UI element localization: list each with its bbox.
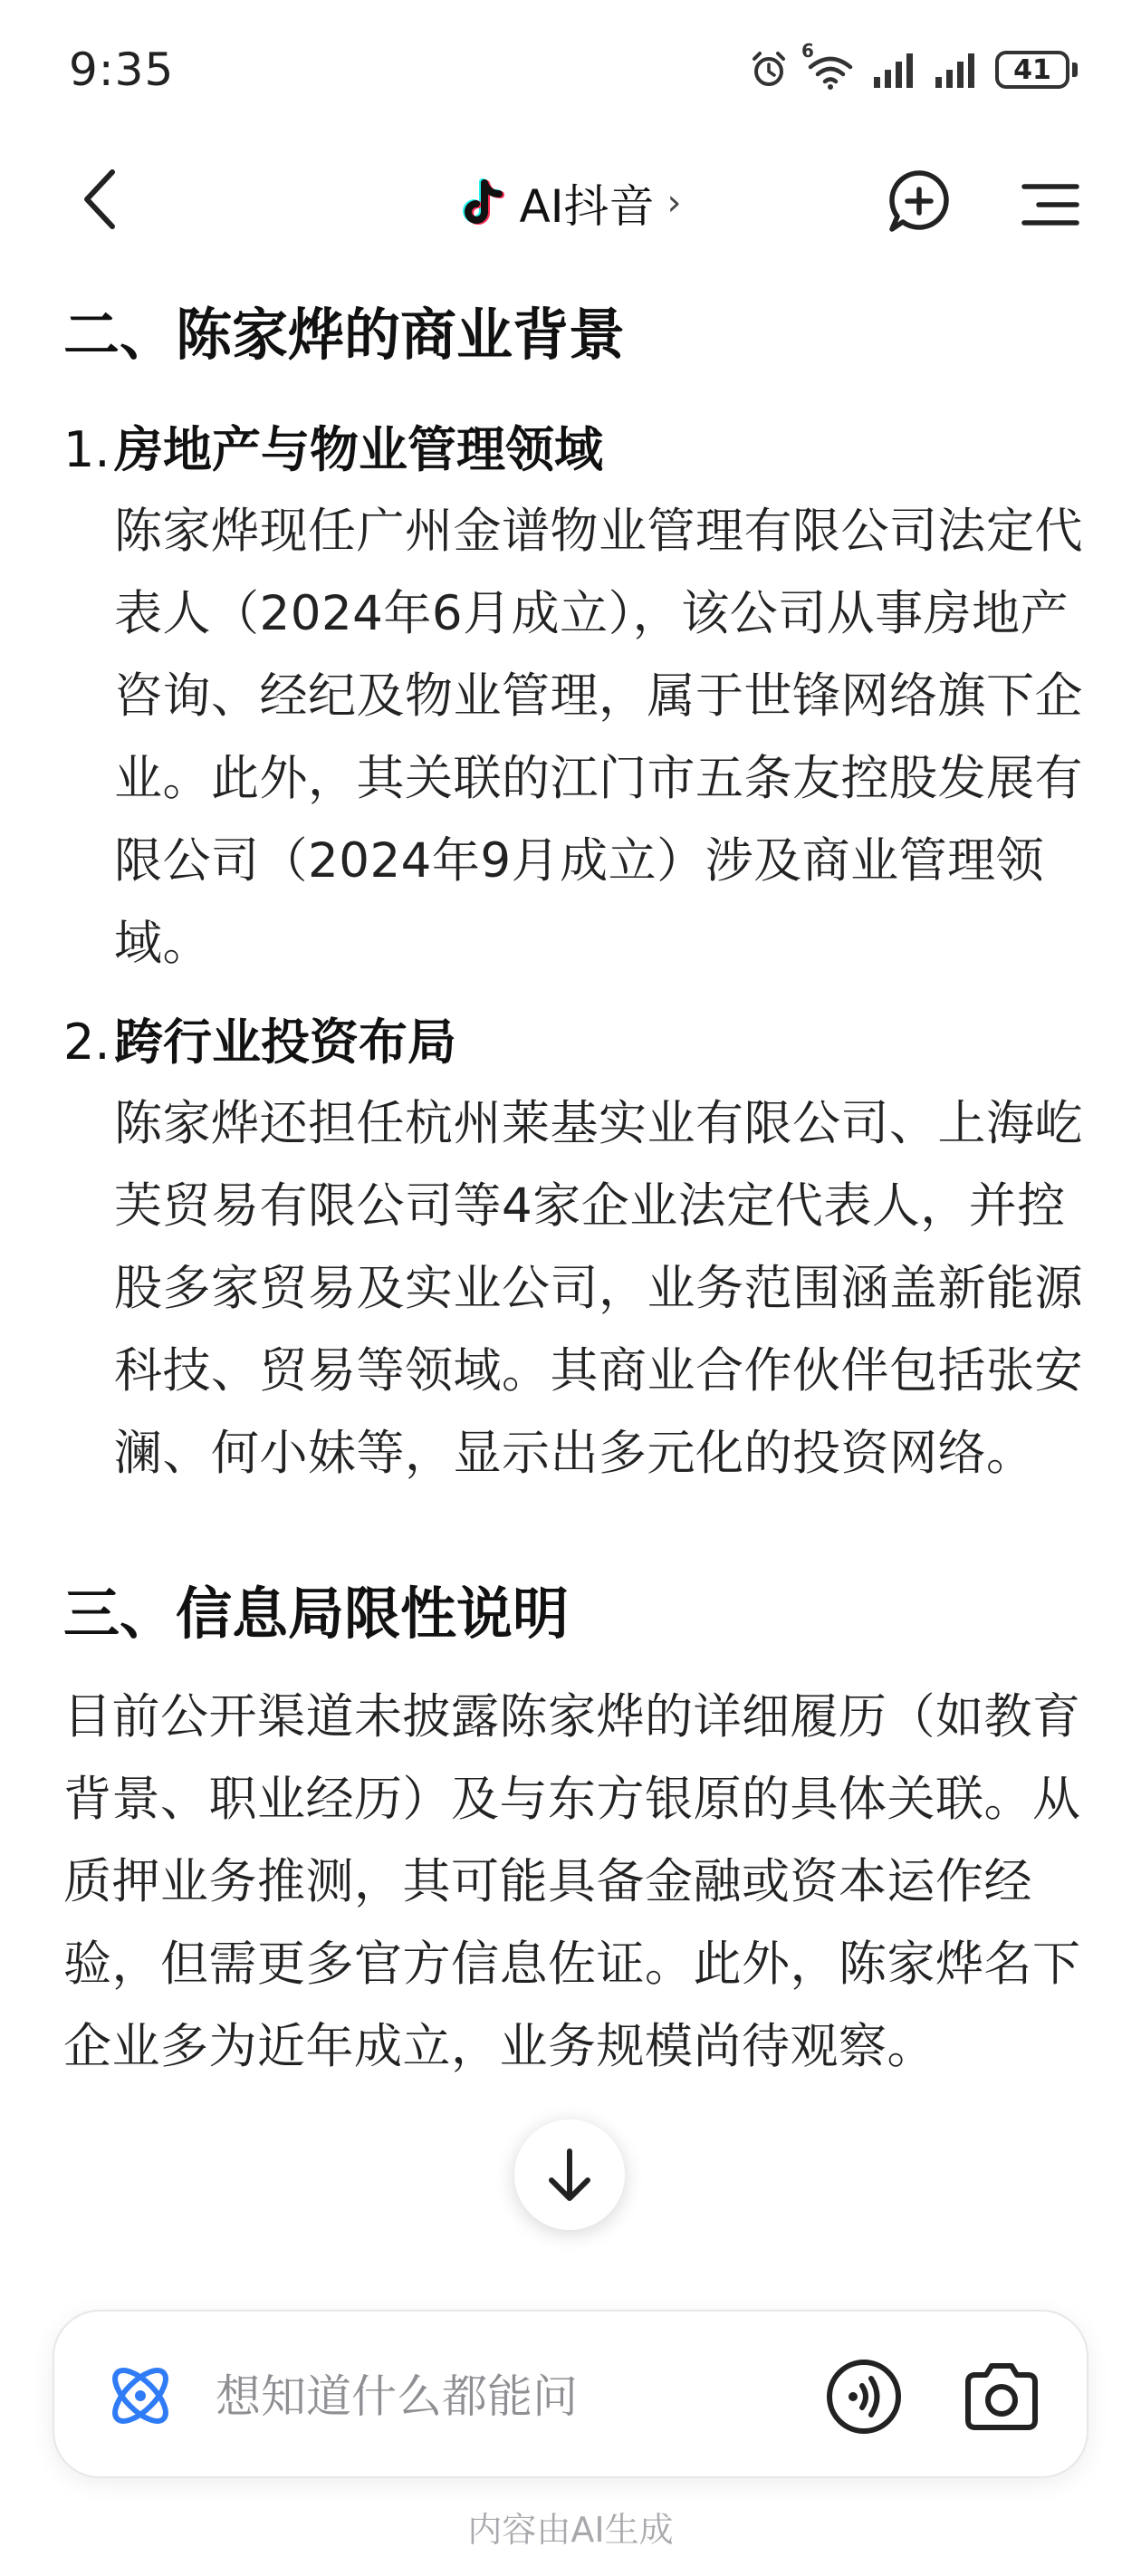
status-bar xyxy=(0,0,1141,145)
chat-input-bar xyxy=(53,2310,1088,2478)
new-chat-icon xyxy=(883,166,955,238)
nav-title-button[interactable] xyxy=(0,170,1141,235)
ai-assistant-icon[interactable] xyxy=(98,2353,183,2438)
list-item xyxy=(63,1003,1087,1495)
chevron-right-icon: › xyxy=(666,182,682,224)
list-number: 2. xyxy=(63,1013,110,1071)
signal-icon-2 xyxy=(934,52,981,88)
status-icons xyxy=(749,40,1078,92)
network-label: 6 xyxy=(801,40,814,62)
wifi-icon xyxy=(801,40,858,91)
list-item-text: 陈家烨现任广州金谱物业管理有限公司法定代表人（2024年6月成立），该公司从事房地产咨询、经纪及物业管理，属于世锋网络旗下企业。此外，其关联的江门市五条友控股发展有限公司（2024年9月成立）涉及商业管理领域。 xyxy=(114,503,1083,971)
nav-bar xyxy=(0,145,1141,254)
signal-icon xyxy=(872,52,919,88)
menu-button[interactable] xyxy=(1014,168,1087,241)
list-item-text: 陈家烨还担任杭州莱基实业有限公司、上海屹芙贸易有限公司等4家企业法定代表人，并控股多家贸易及实业公司，业务范围涵盖新能源科技、贸易等领域。其商业合作伙伴包括张安澜、何小妹等，显示出多元化的投资网络。 xyxy=(114,1095,1083,1481)
alarm-icon xyxy=(749,50,789,90)
camera-button[interactable] xyxy=(958,2353,1045,2440)
scroll-to-bottom-button[interactable] xyxy=(514,2119,625,2230)
voice-icon xyxy=(823,2356,905,2437)
status-time: 9:35 xyxy=(69,43,175,96)
arrow-down-icon xyxy=(544,2146,595,2204)
list-item-title: 房地产与物业管理领域 xyxy=(114,420,603,478)
ai-generated-note: 内容由AI生成 xyxy=(467,2510,674,2550)
camera-icon xyxy=(961,2360,1042,2433)
section-heading: 二、陈家烨的商业背景 xyxy=(63,302,626,368)
chat-input[interactable] xyxy=(216,2360,686,2433)
battery-level: 41 xyxy=(995,51,1069,89)
list-item-title: 跨行业投资布局 xyxy=(114,1013,456,1071)
list-number: 1. xyxy=(63,420,110,478)
business-background-list xyxy=(63,410,1087,1495)
voice-button[interactable] xyxy=(820,2353,907,2440)
douyin-logo-icon xyxy=(460,178,511,228)
nav-title: AI抖音 xyxy=(519,180,655,233)
chat-answer-content xyxy=(63,299,1087,2088)
menu-icon xyxy=(1021,179,1080,230)
new-chat-button[interactable] xyxy=(878,161,960,243)
section-heading: 三、信息局限性说明 xyxy=(63,1580,570,1647)
list-item xyxy=(63,410,1087,985)
paragraph: 目前公开渠道未披露陈家烨的详细履历（如教育背景、职业经历）及与东方银原的具体关联。从质押业务推测，其可能具备金融或资本运作经验，但需更多官方信息佐证。此外，陈家烨名下企业多为近年成立，业务规模尚待观察。 xyxy=(63,1689,1081,2075)
battery-icon xyxy=(995,51,1078,89)
